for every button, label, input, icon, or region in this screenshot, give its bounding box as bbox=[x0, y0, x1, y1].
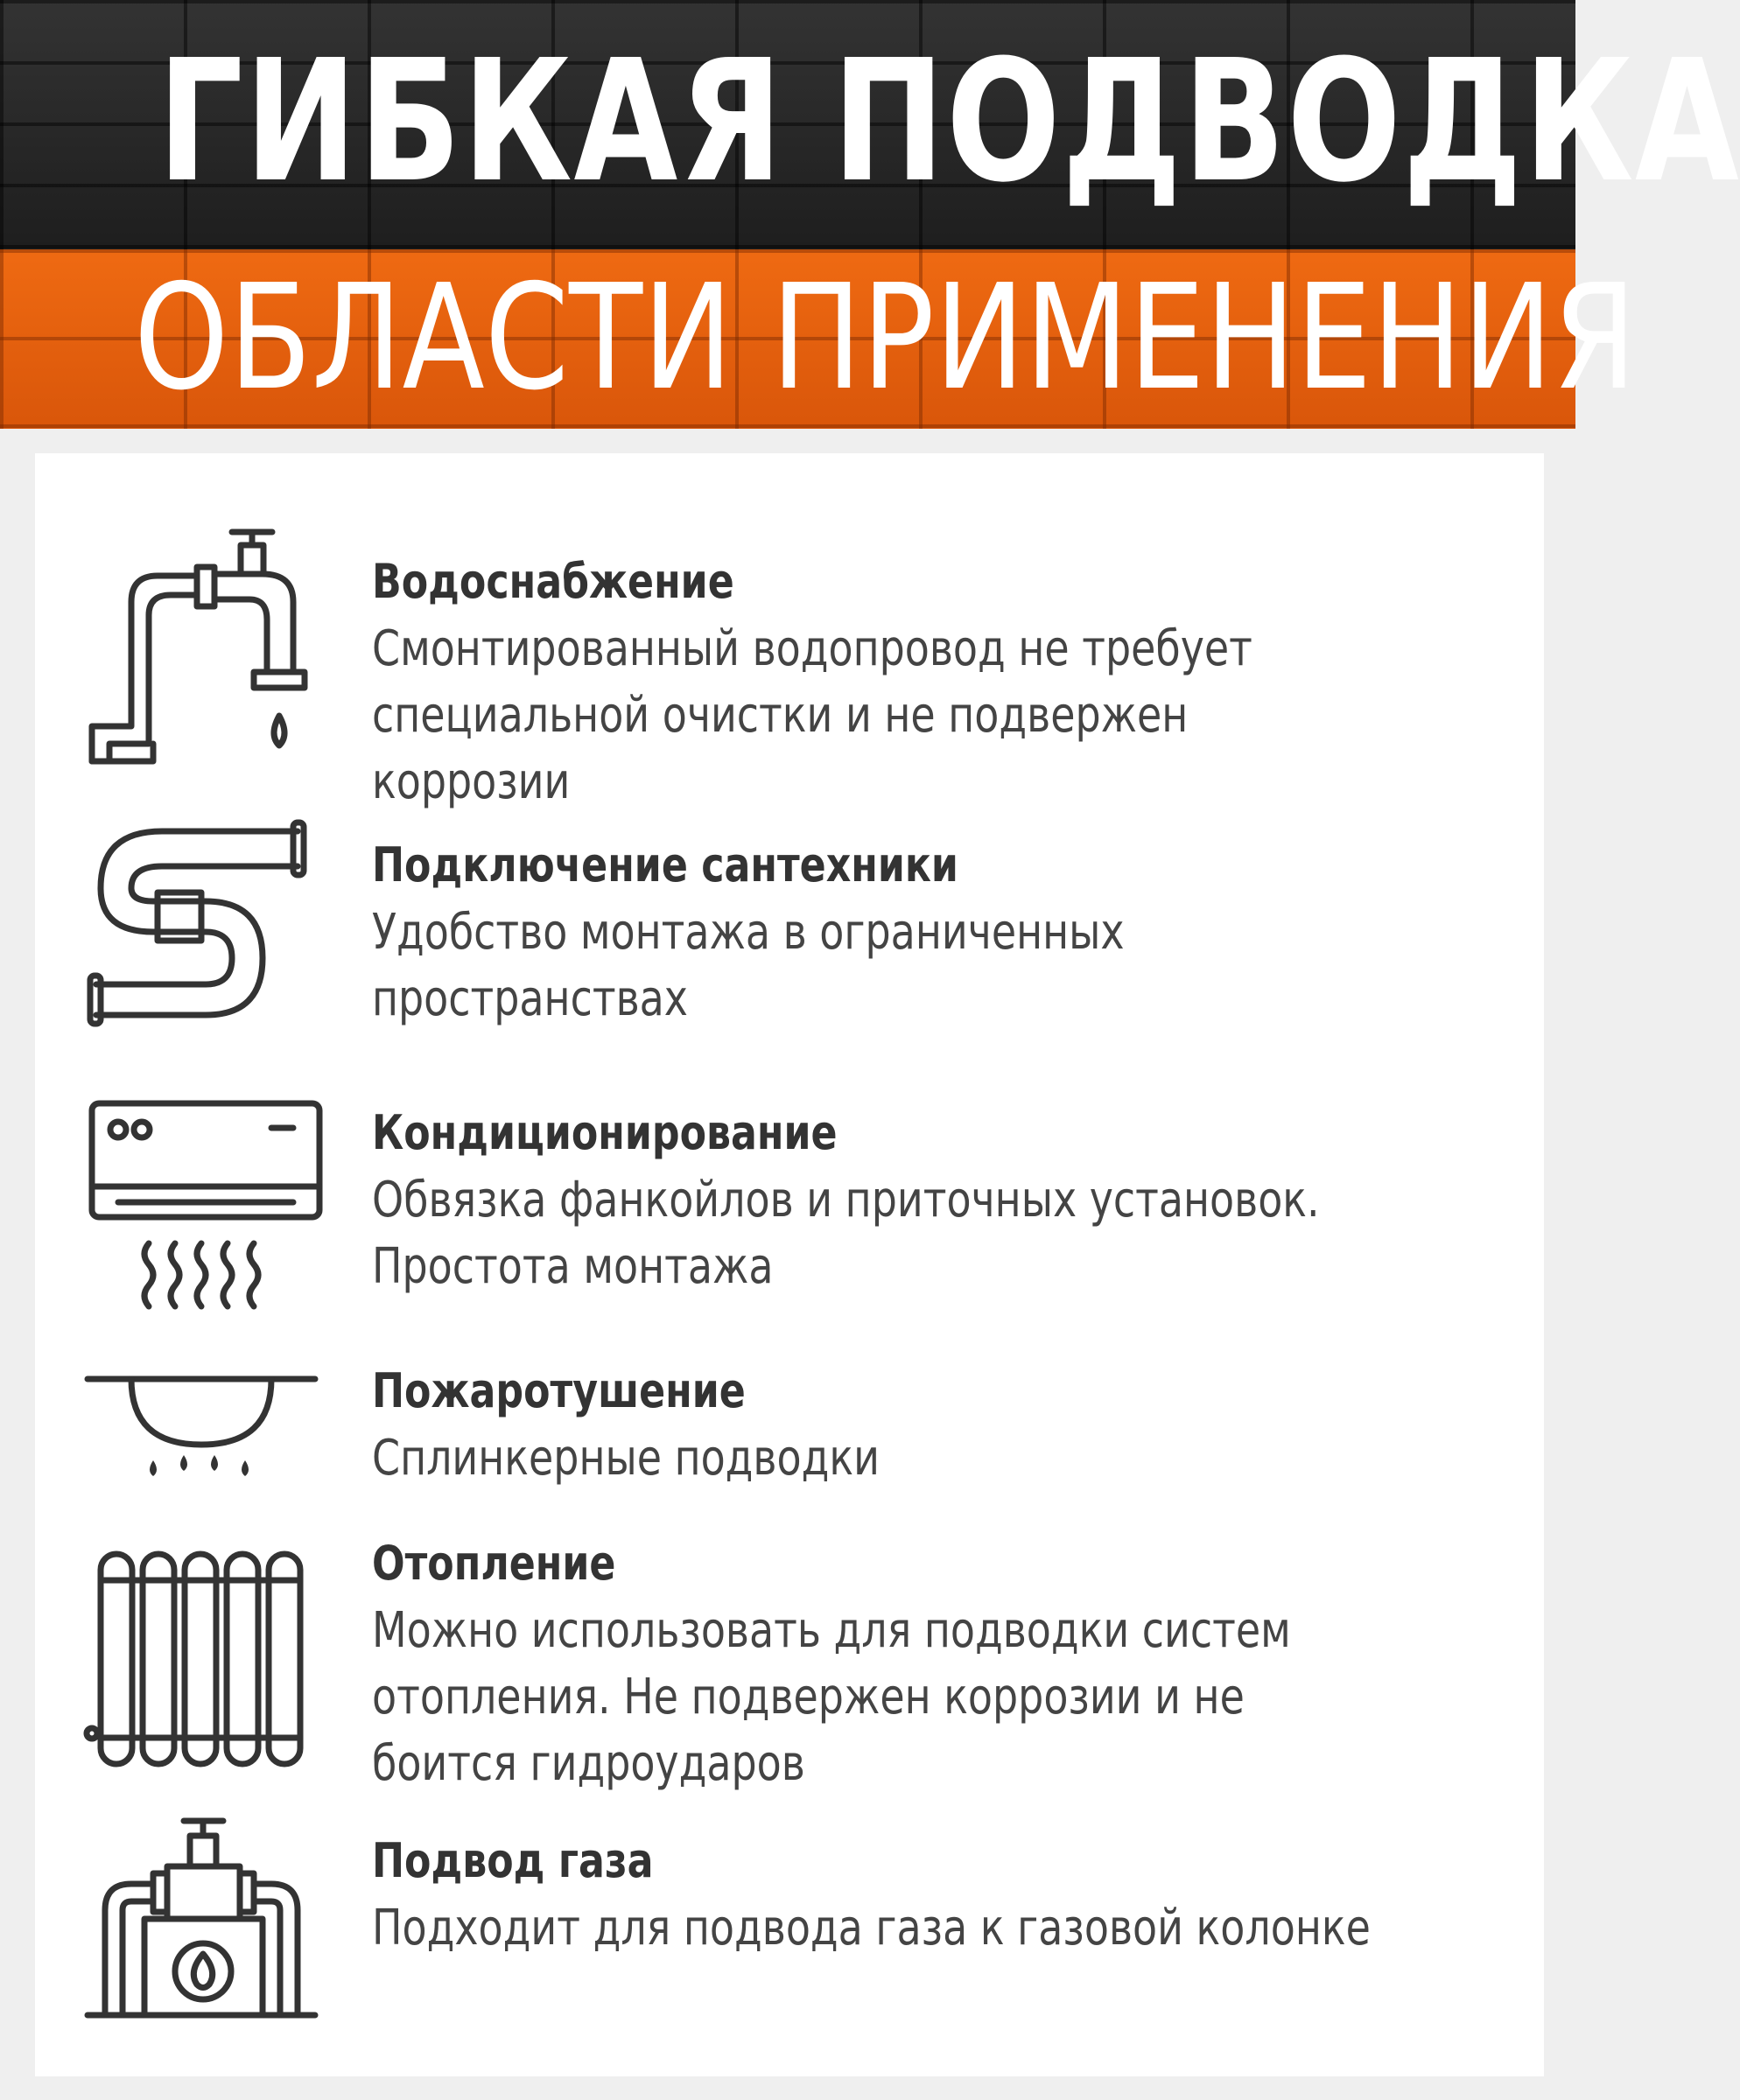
header-banner bbox=[0, 0, 1740, 249]
item-description: Смонтированный водопровод не требует специальной очистки и не подвержен коррозии bbox=[372, 620, 1252, 810]
item-title: Кондиционирование bbox=[372, 1105, 838, 1160]
item-title: Подключение сантехники bbox=[372, 837, 958, 892]
item-description: Обвязка фанкойлов и приточных установок. Простота монтажа bbox=[372, 1172, 1320, 1295]
item-description: Подходит для подвода газа к газовой колонке bbox=[372, 1900, 1371, 1956]
applications-panel bbox=[35, 453, 1544, 2076]
gas-boiler-icon bbox=[83, 1814, 319, 2020]
item-title: Подвод газа bbox=[372, 1833, 654, 1888]
item-title: Пожаротушение bbox=[372, 1363, 746, 1418]
radiator-icon bbox=[83, 1545, 319, 1773]
item-description: Удобство монтажа в ограниченных пространствах bbox=[372, 904, 1125, 1027]
item-description: Можно использовать для подводки систем отопления. Не подвержен коррозии и не боится гидроударов bbox=[372, 1602, 1291, 1792]
page-title: ГИБКАЯ ПОДВОДКА bbox=[158, 24, 1740, 220]
sprinkler-icon bbox=[83, 1366, 319, 1488]
item-title: Водоснабжение bbox=[372, 554, 734, 609]
item-description: Сплинкерные подводки bbox=[372, 1430, 880, 1487]
air-conditioner-icon bbox=[83, 1095, 319, 1313]
pipe-fitting-icon bbox=[83, 818, 319, 1019]
page-subtitle: ОБЛАСТИ ПРИМЕНЕНИЯ bbox=[134, 254, 1637, 423]
item-title: Отопление bbox=[372, 1536, 616, 1591]
subheader-banner bbox=[0, 249, 1637, 429]
water-tap-icon bbox=[83, 532, 319, 768]
